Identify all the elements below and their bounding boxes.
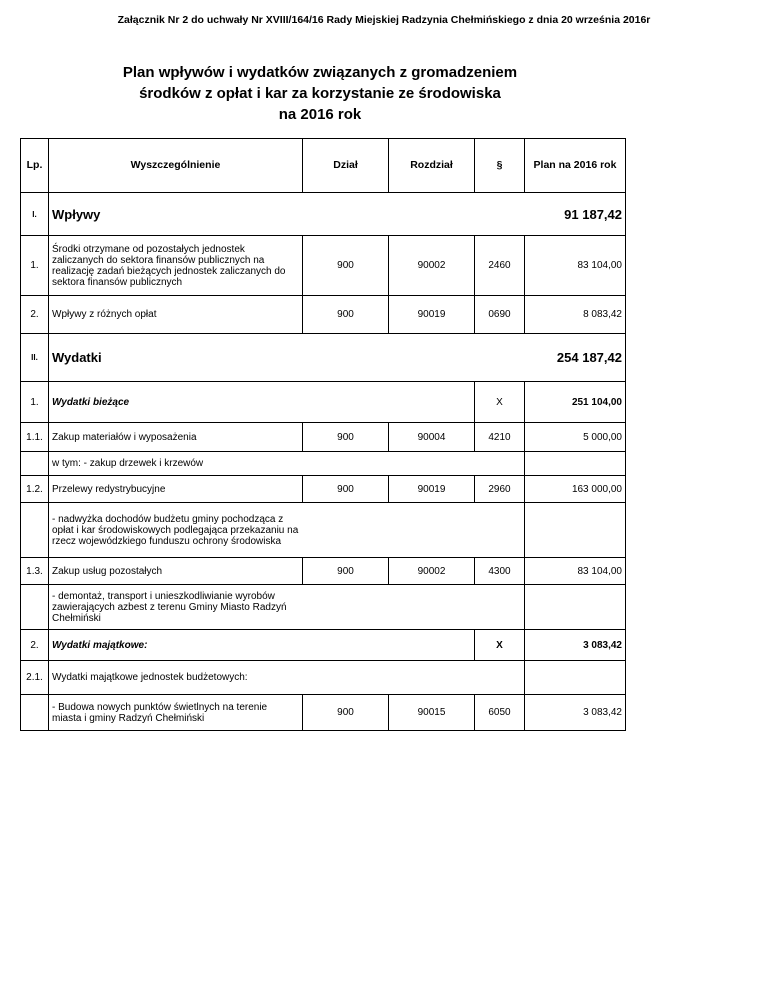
plan-table	[20, 138, 626, 731]
row-description: - nadwyżka dochodów budżetu gminy pochodząca z opłat i kar środowiskowych podlegająca przekazaniu na rzecz wojewódzkiego funduszu ochrony środowiska	[49, 503, 303, 558]
row-lp: 2.1.	[21, 661, 49, 695]
table-row	[21, 585, 626, 630]
header-lp: Lp.	[21, 139, 49, 193]
table-row	[21, 695, 626, 731]
attachment-note: Załącznik Nr 2 do uchwały Nr XVIII/164/16 Rady Miejskiej Radzynia Chełmińskiego z dnia 20 września 2016r	[117, 14, 651, 26]
row-rozdzial: 90004	[389, 423, 475, 452]
row-plan: 3 083,42	[525, 695, 626, 731]
title-line-2: środków z opłat i kar za korzystanie ze środowiska	[139, 85, 501, 102]
row-description: Wydatki majątkowe:	[49, 630, 303, 661]
table-row	[21, 476, 626, 503]
row-plan: 3 083,42	[525, 630, 626, 661]
row-plan: 83 104,00	[525, 558, 626, 585]
row-paragraph: X	[475, 382, 525, 423]
row-rozdzial: 90002	[389, 236, 475, 296]
row-rozdzial: 90019	[389, 476, 475, 503]
header-row	[21, 139, 626, 193]
row-description: Wpływy z różnych opłat	[49, 296, 303, 334]
row-plan: 83 104,00	[525, 236, 626, 296]
row-paragraph: X	[475, 630, 525, 661]
document-title	[0, 62, 640, 125]
table-row	[21, 236, 626, 296]
table-row	[21, 193, 626, 236]
table-row	[21, 630, 626, 661]
row-rozdzial: 90002	[389, 558, 475, 585]
row-description: Przelewy redystrybucyjne	[49, 476, 303, 503]
row-dzial: 900	[303, 296, 389, 334]
row-paragraph: 4300	[475, 558, 525, 585]
row-lp: II.	[21, 334, 49, 382]
row-lp: 2.	[21, 630, 49, 661]
header-rozdzial: Rozdział	[389, 139, 475, 193]
row-dzial: 900	[303, 476, 389, 503]
title-line-3: na 2016 rok	[278, 106, 362, 123]
row-description: Zakup usług pozostałych	[49, 558, 303, 585]
table-row	[21, 661, 626, 695]
row-paragraph: 6050	[475, 695, 525, 731]
row-lp: 1.	[21, 236, 49, 296]
row-paragraph: 0690	[475, 296, 525, 334]
row-plan: 8 083,42	[525, 296, 626, 334]
row-dzial: 900	[303, 423, 389, 452]
row-lp: 1.2.	[21, 476, 49, 503]
row-description: Wydatki	[49, 334, 303, 382]
row-dzial: 900	[303, 236, 389, 296]
row-lp: 1.3.	[21, 558, 49, 585]
row-paragraph: 2960	[475, 476, 525, 503]
header-plan: Plan na 2016 rok	[525, 139, 626, 193]
row-dzial: 900	[303, 695, 389, 731]
row-plan: 251 104,00	[525, 382, 626, 423]
row-lp: I.	[21, 193, 49, 236]
row-paragraph: 4210	[475, 423, 525, 452]
row-description: Wpływy	[49, 193, 303, 236]
table-row	[21, 558, 626, 585]
title-line-1: Plan wpływów i wydatków związanych z gromadzeniem	[122, 64, 518, 81]
table-row	[21, 423, 626, 452]
row-lp: 1.	[21, 382, 49, 423]
row-plan: 5 000,00	[525, 423, 626, 452]
table-row	[21, 452, 626, 476]
row-description: - Budowa nowych punktów świetlnych na terenie miasta i gminy Radzyń Chełmiński	[49, 695, 303, 731]
row-description: Wydatki bieżące	[49, 382, 303, 423]
row-rozdzial: 90015	[389, 695, 475, 731]
row-description: Środki otrzymane od pozostałych jednostek zaliczanych do sektora finansów publicznych na realizację zadań bieżących jednostek zaliczanych do sektora finansów publicznych	[49, 236, 303, 296]
row-dzial: 900	[303, 558, 389, 585]
header-paragraph: §	[475, 139, 525, 193]
table-row	[21, 503, 626, 558]
row-plan: 91 187,42	[525, 193, 626, 236]
header-description: Wyszczególnienie	[49, 139, 303, 193]
row-lp: 2.	[21, 296, 49, 334]
table-row	[21, 334, 626, 382]
table-row	[21, 382, 626, 423]
row-lp: 1.1.	[21, 423, 49, 452]
row-description: - demontaż, transport i unieszkodliwianie wyrobów zawierających azbest z terenu Gminy Miasto Radzyń Chełmiński	[49, 585, 303, 630]
table-row	[21, 296, 626, 334]
row-rozdzial: 90019	[389, 296, 475, 334]
row-description: Wydatki majątkowe jednostek budżetowych:	[49, 661, 303, 695]
row-plan: 163 000,00	[525, 476, 626, 503]
row-description: Zakup materiałów i wyposażenia	[49, 423, 303, 452]
header-dzial: Dział	[303, 139, 389, 193]
row-description: w tym: - zakup drzewek i krzewów	[49, 452, 303, 476]
row-plan: 254 187,42	[525, 334, 626, 382]
row-paragraph: 2460	[475, 236, 525, 296]
